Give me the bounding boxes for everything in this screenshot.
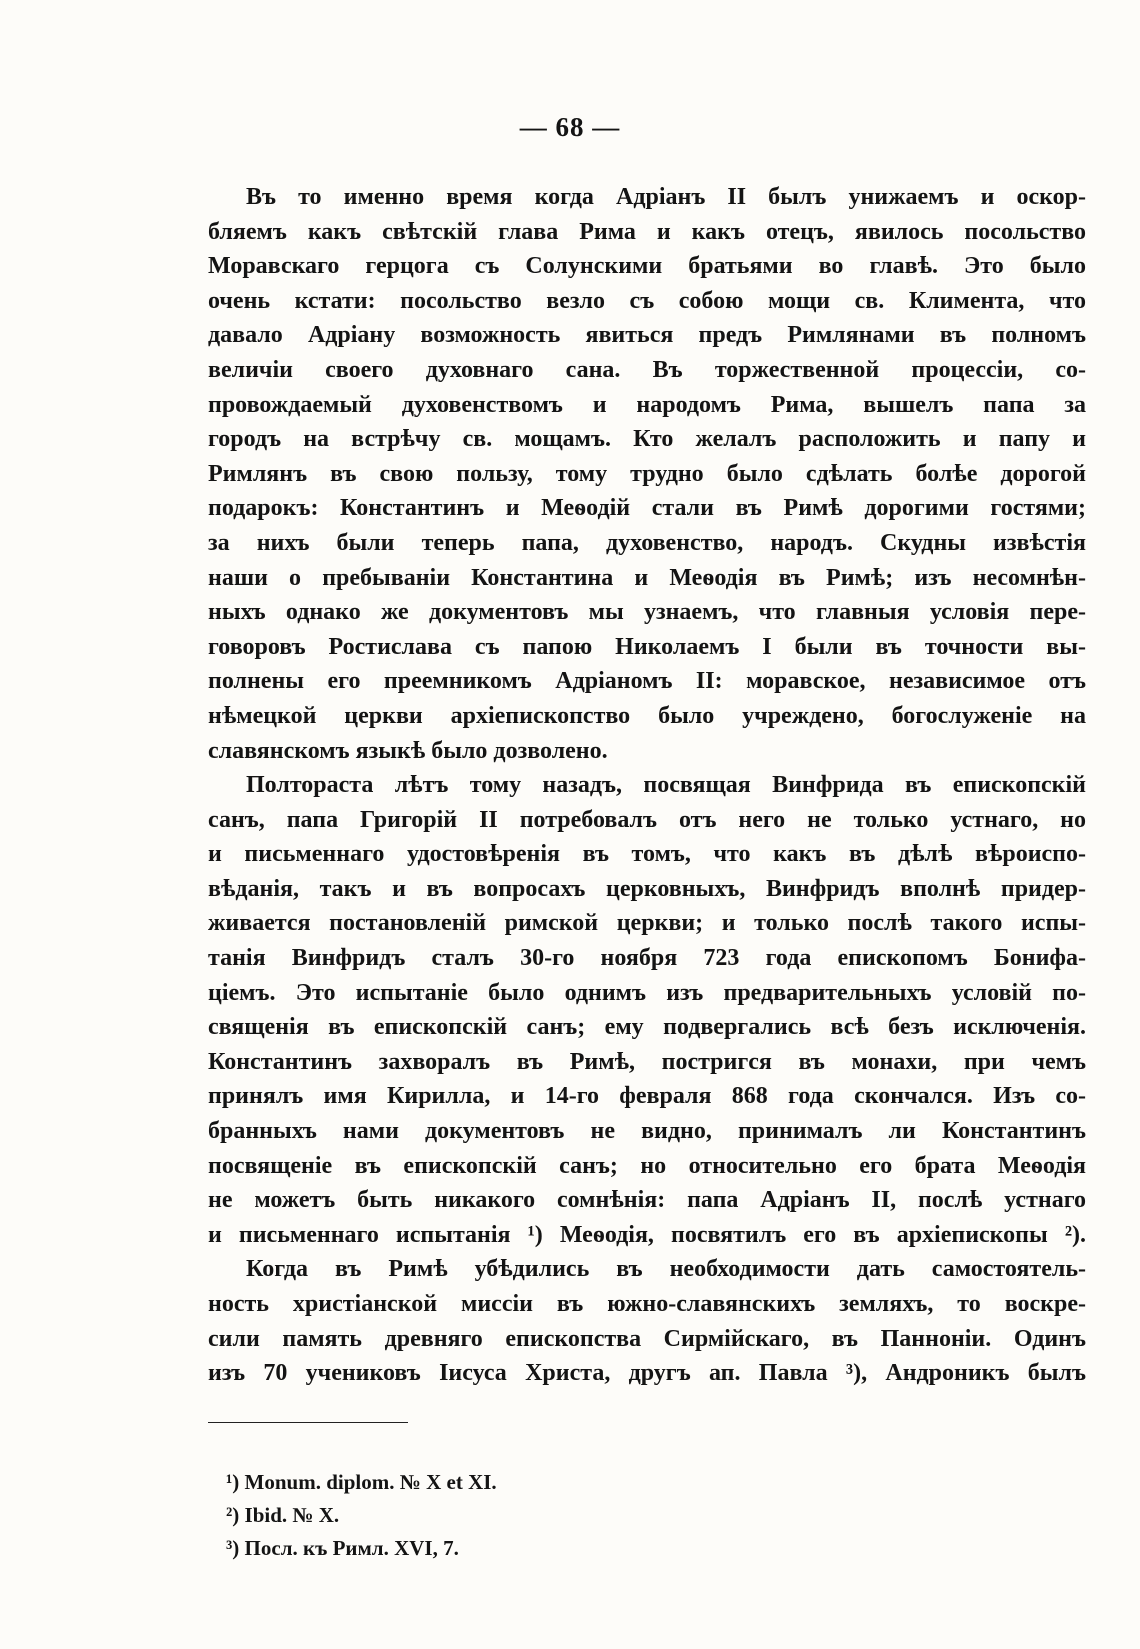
text-line: за нихъ были теперь папа, духовенство, народъ. Скудны извѣстія (208, 529, 1086, 556)
text-line: бранныхъ нами документовъ не видно, принималъ ли Константинъ (208, 1118, 1086, 1145)
text-line: посвященіе въ епископскій санъ; но относительно его брата Меѳодія (208, 1152, 1086, 1179)
text-line: давало Адріану возможность явиться предъ Римлянами въ полномъ (208, 322, 1086, 349)
text-line: Римлянъ въ свою пользу, тому трудно было сдѣлать болѣе дорогой (208, 460, 1086, 487)
text-line: ціемъ. Это испытаніе было однимъ изъ предварительныхъ условій по- (208, 979, 1086, 1006)
text-line: Полтораста лѣтъ тому назадъ, посвящая Винфрида въ епископскій (246, 772, 1086, 799)
text-line: говоровъ Ростислава съ папою Николаемъ I были въ точности вы- (208, 633, 1086, 660)
footnote-1: ¹) Monum. diplom. № X et XI. (226, 1470, 497, 1494)
text-line: танія Винфридъ сталъ 30-го ноября 723 года епископомъ Бонифа- (208, 945, 1086, 972)
text-line: величіи своего духовнаго сана. Въ торжественной процессіи, со- (208, 356, 1086, 383)
footnote-2: ²) Ibid. № X. (226, 1503, 340, 1527)
text-line: Когда въ Римѣ убѣдились въ необходимости дать самостоятель- (246, 1256, 1086, 1283)
text-line: и письменнаго удостовѣренія въ томъ, что какъ въ дѣлѣ вѣроиспо- (208, 841, 1086, 868)
footnote-3: ³) Посл. къ Римл. XVI, 7. (226, 1536, 459, 1560)
text-line: наши о пребываніи Константина и Меѳодія въ Римѣ; изъ несомнѣн- (208, 564, 1086, 591)
text-line: ныхъ однако же документовъ мы узнаемъ, что главныя условія пере- (208, 599, 1086, 626)
text-line: ность христіанской миссіи въ южно-славянскихъ земляхъ, то воскре- (208, 1291, 1086, 1317)
main-text (208, 180, 1086, 1391)
footnote-divider (208, 1422, 408, 1423)
text-line: Константинъ захворалъ въ Римѣ, постригся въ монахи, при чемъ (208, 1048, 1086, 1075)
text-line: Моравскаго герцога съ Солунскими братьями во главѣ. Это было (208, 253, 1086, 280)
text-line: полнены его преемникомъ Адріаномъ II: моравское, независимое отъ (208, 668, 1086, 695)
text-line: провождаемый духовенствомъ и народомъ Рима, вышелъ папа за (208, 391, 1086, 418)
text-line: сили память древняго епископства Сирмійскаго, въ Панноніи. Одинъ (208, 1325, 1086, 1352)
text-line: живается постановленій римской церкви; и только послѣ такого испы- (208, 910, 1086, 937)
text-line: бляемъ какъ свѣтскій глава Рима и какъ отецъ, явилось посольство (208, 218, 1086, 245)
text-line: славянскомъ языкѣ было дозволено. (208, 737, 608, 764)
page-number: — 68 — (519, 112, 621, 142)
text-line: подарокъ: Константинъ и Меѳодій стали въ Римѣ дорогими гостями; (208, 495, 1086, 522)
text-line: принялъ имя Кирилла, и 14-го февраля 868 года скончался. Изъ со- (208, 1083, 1086, 1110)
footnotes (226, 1466, 926, 1565)
text-line: нѣмецкой церкви архіепископство было учреждено, богослуженіе на (208, 702, 1086, 729)
text-line: очень кстати: посольство везло съ собою мощи св. Климента, что (208, 287, 1086, 314)
text-line: и письменнаго испытанія ¹) Меѳодія, посвятилъ его въ архіепископы ²). (208, 1221, 1086, 1248)
text-line: городъ на встрѣчу св. мощамъ. Кто желалъ расположить и папу и (208, 426, 1086, 453)
text-line: Въ то именно время когда Адріанъ II былъ унижаемъ и оскор- (246, 184, 1086, 210)
text-line: изъ 70 учениковъ Іисуса Христа, другъ ап. Павла ³), Андроникъ былъ (208, 1360, 1086, 1387)
text-line: не можетъ быть никакого сомнѣнія: папа Адріанъ II, послѣ устнаго (208, 1187, 1086, 1214)
text-line: священія въ епископскій санъ; ему подвергались всѣ безъ исключенія. (208, 1014, 1086, 1041)
text-line: вѣданія, такъ и въ вопросахъ церковныхъ, Винфридъ вполнѣ придер- (208, 875, 1086, 902)
text-line: санъ, папа Григорій II потребовалъ отъ него не только устнаго, но (208, 806, 1086, 833)
